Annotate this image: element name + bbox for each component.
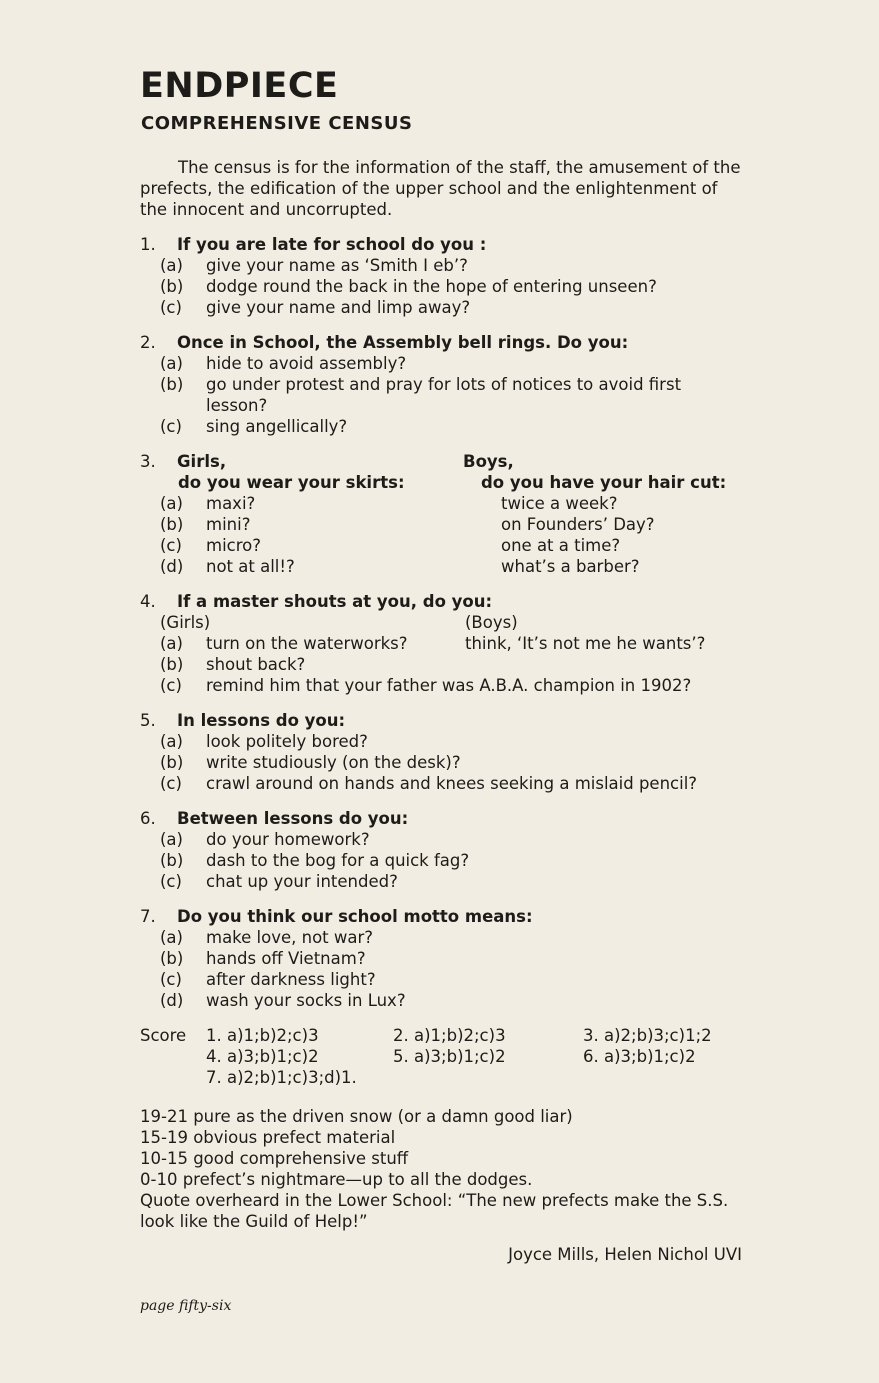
option: (a) make love, not war? <box>160 928 374 947</box>
option: (c) crawl around on hands and knees seeking a mislaid pencil? <box>160 774 698 793</box>
option: (b) write studiously (on the desk)? <box>160 753 461 772</box>
result-line: 19-21 pure as the driven snow (or a damn good liar) <box>140 1107 573 1126</box>
option: (a) hide to avoid assembly? <box>160 354 407 373</box>
question-2 <box>140 332 742 437</box>
option: (c) after darkness light? <box>160 970 376 989</box>
option: (b) shout back? <box>160 655 306 674</box>
score-key <box>140 1025 742 1088</box>
page-subtitle: COMPREHENSIVE CENSUS <box>141 113 413 134</box>
question-3 <box>140 451 742 577</box>
option: (c) give your name and limp away? <box>160 298 471 317</box>
quote-line: Quote overheard in the Lower School: “The new prefects make the S.S. look like the Guild of Help!” <box>140 1191 729 1231</box>
option: (b) hands off Vietnam? <box>160 949 366 968</box>
score-results <box>140 1106 742 1232</box>
option: (c) remind him that your father was A.B.A. champion in 1902? <box>160 676 692 695</box>
result-line: 0-10 prefect’s nightmare—up to all the dodges. <box>140 1170 533 1189</box>
question-number: 5. <box>140 711 156 730</box>
option: (a) give your name as ‘Smith I eb’? <box>160 256 468 275</box>
option: (a) look politely bored? <box>160 732 368 751</box>
question-text: In lessons do you: <box>177 711 346 730</box>
option: (a) do your homework? <box>160 830 370 849</box>
option: (c) chat up your intended? <box>160 872 398 891</box>
question-1 <box>140 234 742 318</box>
intro-paragraph: The census is for the information of the staff, the amusement of the prefects, the edification of the upper school and the enlightenment of the innocent and uncorrupted. <box>140 158 741 219</box>
question-4 <box>140 591 742 696</box>
result-line: 15-19 obvious prefect material <box>140 1128 396 1147</box>
boys-heading: Boys, <box>463 452 514 471</box>
question-7 <box>140 906 742 1011</box>
question-number: 2. <box>140 333 156 352</box>
option: (b) go under protest and pray for lots of notices to avoid first lesson? <box>160 375 682 415</box>
author-signature: Joyce Mills, Helen Nichol UVI <box>508 1245 742 1264</box>
question-text: Do you think our school motto means: <box>177 907 533 926</box>
option-row: (c) micro? one at a time? <box>160 536 621 555</box>
question-text: Between lessons do you: <box>177 809 409 828</box>
question-5 <box>140 710 742 794</box>
option-row: (d) not at all!? what’s a barber? <box>160 557 640 576</box>
score-label: Score <box>140 1026 187 1045</box>
page-number-footer: page fifty-six <box>140 1298 232 1314</box>
page-title: ENDPIECE <box>140 66 339 106</box>
question-number: 4. <box>140 592 156 611</box>
option: (b) dodge round the back in the hope of entering unseen? <box>160 277 657 296</box>
score-row: 1. a)1;b)2;c)3 2. a)1;b)2;c)3 3. a)2;b)3;c)1;2 <box>206 1026 712 1045</box>
question-text: If a master shouts at you, do you: <box>177 592 493 611</box>
question-text: Once in School, the Assembly bell rings. Do you: <box>177 333 629 352</box>
article-body <box>140 157 742 1265</box>
question-number: 3. <box>140 452 156 471</box>
score-row: 7. a)2;b)1;c)3;d)1. <box>206 1068 357 1087</box>
boys-label: (Boys) <box>465 613 518 632</box>
girls-subheading: do you wear your skirts: <box>178 473 405 492</box>
question-number: 7. <box>140 907 156 926</box>
girls-label: (Girls) <box>160 613 211 632</box>
girls-heading: Girls, <box>177 452 227 471</box>
question-6 <box>140 808 742 892</box>
boys-subheading: do you have your hair cut: <box>481 473 727 492</box>
option-row: (b) mini? on Founders’ Day? <box>160 515 655 534</box>
score-row: 4. a)3;b)1;c)2 5. a)3;b)1;c)2 6. a)3;b)1;c)2 <box>206 1047 696 1066</box>
option: (c) sing angellically? <box>160 417 348 436</box>
question-number: 6. <box>140 809 156 828</box>
question-text: If you are late for school do you : <box>177 235 487 254</box>
result-line: 10-15 good comprehensive stuff <box>140 1149 409 1168</box>
option-row: (a) maxi? twice a week? <box>160 494 618 513</box>
option: (d) wash your socks in Lux? <box>160 991 406 1010</box>
option: (b) dash to the bog for a quick fag? <box>160 851 470 870</box>
question-number: 1. <box>140 235 156 254</box>
option: (a) turn on the waterworks? think, ‘It’s not me he wants’? <box>160 634 706 653</box>
